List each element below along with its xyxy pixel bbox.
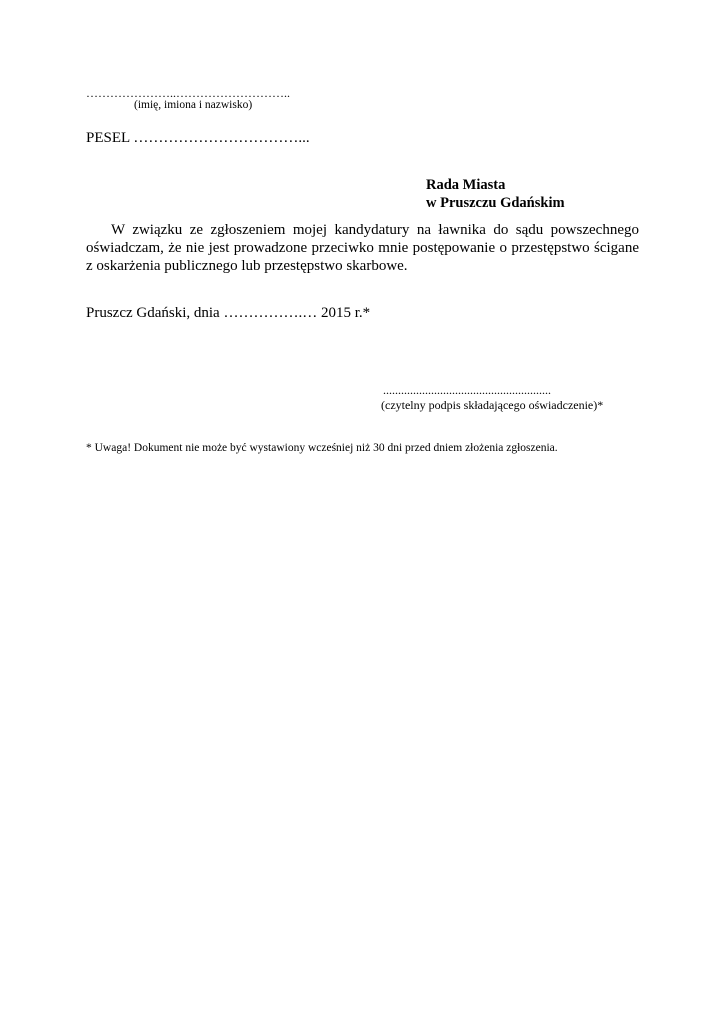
statement-paragraph: W związku ze zgłoszeniem mojej kandydatury na ławnika do sądu powszechnego oświadczam, że nie jest prowadzone przeciwko mnie postępowanie o przestępstwo ścigane z oskarżenia publicznego lub przestępstwo skarbowe.	[86, 222, 639, 274]
addressee-line-1: Rada Miasta	[426, 177, 506, 193]
pesel-field: PESEL ……………………………...	[86, 130, 310, 146]
addressee-block	[426, 176, 565, 212]
name-field-caption: (imię, imiona i nazwisko)	[134, 99, 253, 111]
signature-dots: ........................................................	[383, 383, 551, 397]
footnote: * Uwaga! Dokument nie może być wystawiony wcześniej niż 30 dni przed dniem złożenia zgłoszenia.	[86, 442, 558, 454]
place-date-line: Pruszcz Gdański, dnia …………….… 2015 r.*	[86, 305, 371, 321]
signature-caption: (czytelny podpis składającego oświadczenie)*	[381, 398, 604, 412]
name-field-dots: …………………..………………………..	[86, 86, 290, 100]
addressee-line-2: w Pruszczu Gdańskim	[426, 195, 565, 211]
